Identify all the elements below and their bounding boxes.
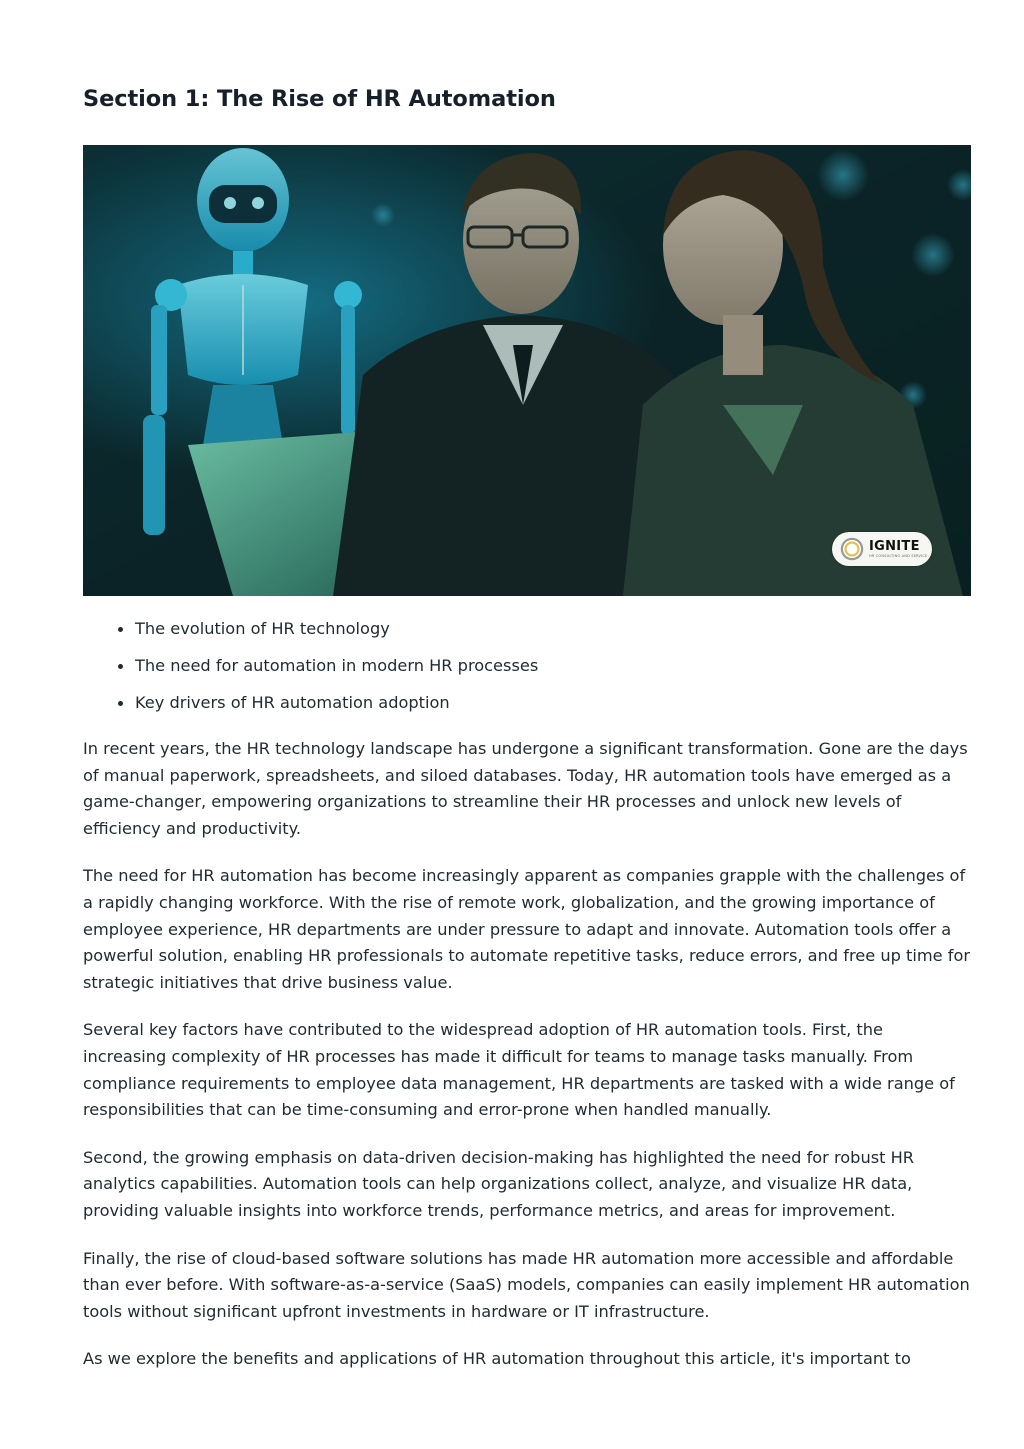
body-paragraph: Finally, the rise of cloud-based software solutions has made HR automation more accessible and affordable than ever before. With software-as-a-service (SaaS) models, companies can easily implement HR automation tools without significant upfront investments in hardware or IT infrastructure. bbox=[83, 1248, 970, 1321]
body-paragraph: Second, the growing emphasis on data-driven decision-making has highlighted the need for robust HR analytics capabilities. Automation tools can help organizations collect, analyze, and visualize HR data, providing valuable insights into workforce trends, performance metrics, and areas for improvement. bbox=[83, 1147, 915, 1220]
logo-text: IGNITE bbox=[869, 538, 920, 554]
hero-image bbox=[83, 145, 971, 596]
section-title: Section 1: The Rise of HR Automation bbox=[83, 86, 556, 112]
list-item: The need for automation in modern HR processes bbox=[135, 655, 538, 692]
list-item: Key drivers of HR automation adoption bbox=[135, 692, 538, 729]
logo-tagline: HR CONSULTING AND SERVICE bbox=[869, 553, 928, 558]
body-paragraph: As we explore the benefits and applications of HR automation throughout this article, it's important to bbox=[83, 1349, 911, 1369]
body-paragraph: In recent years, the HR technology landscape has undergone a significant transformation. Gone are the days of manual paperwork, spreadsheets, and siloed databases. Today, HR automation tools have emerged as a game-changer, empowering organizations to streamline their HR processes and unlock new levels of efficiency and productivity. bbox=[83, 739, 968, 838]
ignite-logo-badge bbox=[832, 532, 932, 566]
body-paragraph: The need for HR automation has become increasingly apparent as companies grapple with the challenges of a rapidly changing workforce. With the rise of remote work, globalization, and the growing importance of employee experience, HR departments are under pressure to adapt and innovate. Automation tools offer a powerful solution, enabling HR professionals to automate repetitive tasks, reduce errors, and free up time for strategic initiatives that drive business value. bbox=[83, 866, 970, 992]
key-topics-list bbox=[83, 618, 538, 729]
article-body bbox=[83, 736, 971, 1394]
sun-logo-icon bbox=[839, 536, 865, 562]
body-paragraph: Several key factors have contributed to the widespread adoption of HR automation tools. First, the increasing complexity of HR processes has made it difficult for teams to manage tasks manually. From compliance requirements to employee data management, HR departments are tasked with a wide range of responsibilities that can be time-consuming and error-prone when handled manually. bbox=[83, 1020, 955, 1120]
list-item: The evolution of HR technology bbox=[135, 618, 538, 655]
hero-illustration bbox=[83, 145, 971, 596]
